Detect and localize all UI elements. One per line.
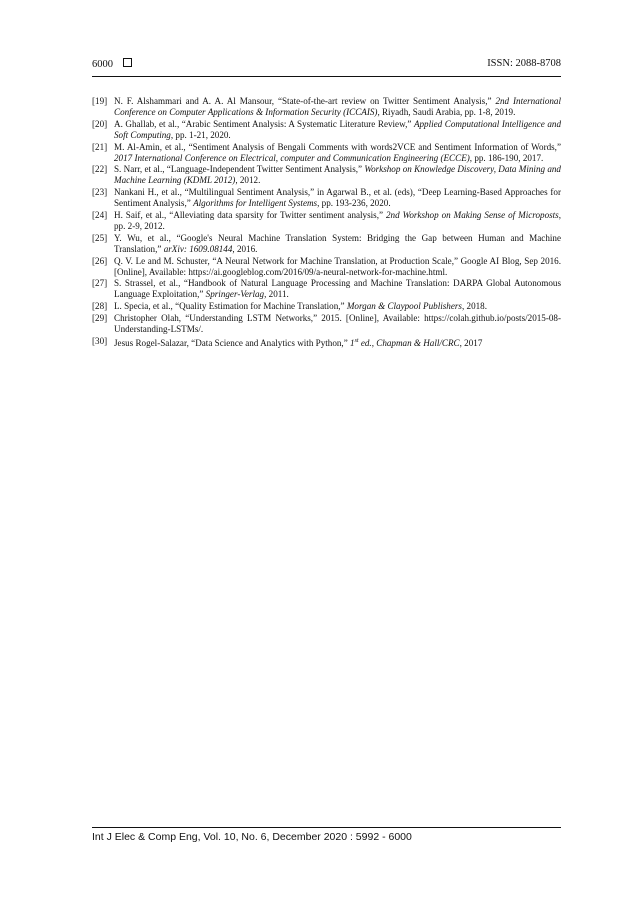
reference-number: [23] — [92, 187, 108, 198]
reference-item — [92, 336, 561, 349]
reference-number: [25] — [92, 232, 108, 243]
reference-item — [92, 119, 561, 141]
reference-text — [114, 187, 561, 209]
reference-list — [92, 96, 561, 350]
reference-text — [114, 210, 561, 232]
reference-italic-segment: st — [354, 337, 359, 344]
reference-text — [114, 233, 561, 255]
reference-item — [92, 142, 561, 164]
reference-segment: Christopher Olah, “Understanding LSTM Networks,” 2015. [Online], Available: https://colah.github.io/posts/2015-08-Understanding-LSTMs/. — [114, 312, 561, 334]
header-rule — [92, 76, 561, 77]
reference-italic-segment: 2nd Workshop on Making Sense of Microposts — [386, 209, 559, 220]
reference-number: [30] — [92, 335, 108, 346]
reference-number: [22] — [92, 164, 108, 175]
reference-text — [114, 119, 561, 141]
reference-italic-segment: Workshop on Knowledge Discovery, Data Mining and Machine Learning (KDML 2012) — [114, 164, 561, 186]
reference-number: [21] — [92, 141, 108, 152]
page-header — [92, 58, 561, 74]
reference-segment: , pp. 186-190, 2017. — [469, 152, 544, 163]
reference-italic-segment: Algorithms for Intelligent Systems — [193, 198, 318, 209]
square-icon — [123, 58, 132, 67]
reference-item — [92, 233, 561, 255]
issn: ISSN: 2088-8708 — [487, 58, 561, 69]
reference-text — [114, 278, 561, 300]
reference-italic-segment: ed., Chapman & Hall/CRC — [358, 337, 460, 348]
reference-item — [92, 278, 561, 300]
reference-text — [114, 256, 561, 278]
reference-segment: A. Ghallab, et al., “Arabic Sentiment Analysis: A Systematic Literature Review,” — [114, 118, 414, 129]
reference-number: [26] — [92, 255, 108, 266]
reference-italic-segment: 2017 International Conference on Electrical, computer and Communication Engineering (ECCE) — [114, 152, 470, 163]
reference-number: [24] — [92, 209, 108, 220]
reference-item — [92, 187, 561, 209]
reference-segment: , pp. 2-9, 2012. — [114, 209, 561, 231]
reference-segment: Nankani H., et al., “Multilingual Sentiment Analysis,” in Agarwal B., et al. (eds), “Deep Learning-Based Approaches for Sentiment Analysis,” — [114, 187, 561, 209]
page-footer: Int J Elec & Comp Eng, Vol. 10, No. 6, December 2020 : 5992 - 6000 — [92, 831, 412, 843]
reference-item — [92, 210, 561, 232]
reference-segment: , 2011. — [264, 289, 289, 300]
reference-item — [92, 256, 561, 278]
reference-text — [114, 142, 561, 164]
reference-segment: Q. V. Le and M. Schuster, “A Neural Network for Machine Translation, at Production Scale,” Google AI Blog, Sep 2016. [Online], Available: https://ai.googleblog.com/2016/09/a-neural-network-for-machine.html. — [114, 255, 561, 277]
reference-italic-segment: Morgan & Claypool Publishers — [346, 301, 462, 312]
reference-number: [29] — [92, 312, 108, 323]
reference-segment: S. Narr, et al., “Language-Independent Twitter Sentiment Analysis,” — [114, 164, 365, 175]
reference-segment: , 2012. — [235, 175, 261, 186]
reference-number: [20] — [92, 118, 108, 129]
reference-italic-segment: 1 — [350, 337, 355, 348]
reference-item — [92, 96, 561, 118]
reference-segment: Jesus Rogel-Salazar, “Data Science and Analytics with Python,” — [114, 337, 351, 348]
reference-segment: S. Strassel, et al., “Handbook of Natural Language Processing and Machine Translation: DARPA Global Autonomous Language Exploitation,” — [114, 278, 561, 300]
reference-number: [28] — [92, 301, 108, 312]
reference-number: [27] — [92, 278, 108, 289]
reference-segment: , pp. 193-236, 2020. — [317, 198, 391, 209]
reference-segment: , Riyadh, Saudi Arabia, pp. 1-8, 2019. — [377, 107, 516, 117]
page-number: 6000 — [92, 59, 113, 70]
reference-text — [114, 301, 561, 312]
reference-item — [92, 313, 561, 335]
reference-italic-segment: Applied Computational Intelligence and Soft Computing — [114, 118, 561, 140]
footer-rule — [92, 827, 561, 828]
reference-text — [114, 336, 561, 349]
reference-text — [114, 313, 561, 335]
reference-segment: , 2016. — [232, 243, 258, 254]
reference-text — [114, 164, 561, 186]
reference-italic-segment: arXiv: 1609.08144 — [163, 243, 233, 254]
reference-segment: , 2018. — [461, 301, 487, 312]
reference-segment: , pp. 1-21, 2020. — [170, 129, 231, 140]
reference-text — [114, 96, 561, 118]
reference-italic-segment: 2nd International Conference on Computer Applications & Information Security (ICCAIS) — [114, 96, 561, 117]
reference-item — [92, 164, 561, 186]
header-left — [92, 58, 132, 70]
reference-italic-segment: Springer-Verlag — [205, 289, 265, 300]
reference-segment: H. Saif, et al., “Alleviating data sparsity for Twitter sentiment analysis,” — [114, 209, 386, 220]
reference-number: [19] — [92, 96, 108, 106]
reference-segment: Y. Wu, et al., “Google's Neural Machine Translation System: Bridging the Gap between Human and Machine Translation,” — [114, 232, 561, 254]
reference-segment: N. F. Alshammari and A. A. Al Mansour, “State-of-the-art review on Twitter Sentiment Analysis,” — [114, 96, 496, 106]
reference-segment: L. Specia, et al., “Quality Estimation for Machine Translation,” — [114, 301, 347, 312]
reference-segment: , 2017 — [459, 337, 483, 348]
reference-item — [92, 301, 561, 312]
reference-segment: M. Al-Amin, et al., “Sentiment Analysis of Bengali Comments with words2VCE and Sentiment Information of Words,” — [114, 141, 561, 152]
